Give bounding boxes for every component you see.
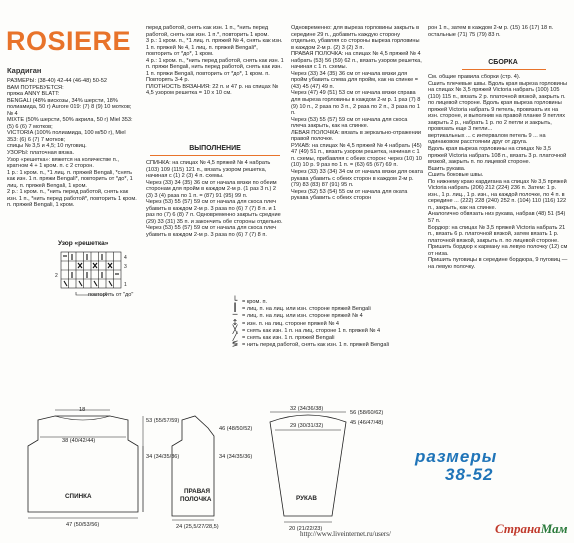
back-top-dim: 18: [79, 407, 86, 413]
front-height-dim: 34 (34/35/36): [219, 454, 253, 460]
chart-repeat-label: повторить от "до": [88, 292, 134, 298]
front-height-dim: 46 (48/50/52): [219, 426, 253, 432]
front-label: ПОЛОЧКА: [180, 496, 212, 503]
back-mid-dim: 38 (40/42/44): [62, 438, 96, 444]
front-bottom-dim: 24 (25,5/27/28,5): [176, 524, 219, 530]
column-4-text-top: рон 1 п., затем в каждом 2-м р. (15) 16 (17) 18 п. остальные (71) 75 (79) 83 п.: [428, 25, 554, 38]
column-2-text-2: СПИНКА: на спицах № 4,5 пряжей № 4 набрать (103) 109 (115) 121 п., вязать узором решетка, начиная с (1) 2 (3) 4 п. схемы. Через (33) 34 (35) 36 см от начала вязки по обеим сторонам для пройм в каждом 2-м р. (1 раз 3 п.) 2 (3) 3 (4) раза по 1 п. = (87) 91 (95) 99 п. Через (53) 55 (57) 59 см от начала для скоса плеч убавить в каждом 2-м р. 3 раза по (6) 7 (7) 8 п. и 1 раз по (7) 6 (8) 7 п. Одновременно закрыть средние (29) 33 (31) 35 п. и закончить обе стороны отдельно. Через (53) 55 (57) 59 см от начала для скоса плеч убавить в каждом 2-м р. 3 раза по (6) 7 (7) 8 п.: [146, 160, 283, 239]
sleeve-height-dim: 45 (46/47/48): [350, 420, 384, 426]
legend-item: ╳ = снять как изн. 1 п. на лиц. стороне 1 п. пряжей № 4: [228, 327, 428, 334]
section-divider: [150, 155, 280, 156]
knit-bengali-icon: ┃: [232, 303, 238, 313]
edge-stitch-icon: └: [232, 296, 238, 305]
sleeve-top-dim: 32 (34/36/38): [290, 406, 324, 412]
slip-purlwise-icon: ╳: [232, 324, 238, 334]
pattern-title: ROSIERE: [6, 26, 132, 56]
legend-item: └ = кром. п.: [228, 298, 428, 305]
site-watermark: СтранаМам: [495, 521, 568, 536]
legend-item: ╱ = снять как изн. 1 п. пряжей Bengali: [228, 334, 428, 341]
chart-title: Узор «решетка»: [58, 240, 109, 247]
knit-no4-icon: ─: [232, 310, 238, 320]
sleeve-mid-dim: 29 (30/31/32): [290, 423, 324, 429]
row-number: 3: [124, 264, 127, 270]
slip-bengali-icon: ╱: [232, 332, 238, 342]
section-divider: [462, 69, 546, 70]
legend-item: ┃ = лиц. п. на лиц. или изн. стороне пряжей Bengali: [228, 305, 428, 312]
sleeve-bottom-dim: 20 (21/22/23): [289, 526, 323, 532]
legend-item: ≶ = нить перед работой, снять как изн. 1 п. пряжей Bengali: [228, 341, 428, 348]
column-1-text: РАЗМЕРЫ: (38-40) 42-44 (46-48) 50-52 ВАМ ПОТРЕБУЕТСЯ: пряжа ANNY BLATT: BENGALI (48% вискозы, 34% шерсти, 18% полиамида, 50 г) Aurore 019: (7) 8 (9) 10 мотков; № 4 MIXTE (50% шерсти, 50% акрила, 50 г) Miel 353: (5) 6 (6) 7 мотков; VICTORIA (100% полиамида, 100 м/50 г), Miel 353: (6) 6 (7) 7 мотков; спицы № 3,5 и 4,5; 10 пуговиц. УЗОРЫ: платочная вязка. Узор «решетка»: вяжется на количестве п., кратном 4 + 1 кром. п. с 2 сторон. 1 р.: 1 кром. п., *1 лиц. п. пряжей Bengali, *снять как изн. 1 п. пряжи Bengali*, повторить от *до*, 1 лиц. п. пряжей Bengali, 1 кром. 2 р.: 1 кром. п., *нить перед работой, снять как изн. 1 п., *нить перед работой*, повторить 1 кром. п. пряжей Bengali, 1 кром.: [7, 78, 137, 209]
back-bottom-dim: 47 (50/53/56): [66, 522, 100, 528]
back-schematic: [28, 410, 143, 518]
back-height-dim: 34 (34/35/36): [146, 454, 180, 460]
front-label: ПРАВАЯ: [184, 488, 211, 495]
yarn-forward-icon: ≶: [231, 339, 239, 349]
section-title-assembly: СБОРКА: [488, 59, 518, 66]
sleeve-height-dim: 56 (58/60/62): [350, 410, 384, 416]
garment-schematics: [0, 400, 430, 532]
row-number: 1: [124, 282, 127, 288]
source-url[interactable]: http://www.liveinternet.ru/users/: [300, 530, 391, 538]
sizes-banner: размеры: [415, 447, 498, 466]
back-label: СПИНКА: [65, 493, 92, 500]
column-2-text: перед работой, снять как изн. 1 п., *нить перед работой, снять как изн. 1 п.*, повторить 1 кром. 3 р.: 1 кром. п., *1 лиц. п. пряжей № 4, снять как изн. 1 п. пряжей № 4, 1 лиц. п. пряжей Bengali*, повторить от *до*, 1 кром. 4 р.: 1 кром. п., *нить перед работой, снять как изн. 1 п. пряжи Bengali, нить перед работой, снять как изн. 1 п. пряжи Bengali, повторить от *до*, 1 кром. п. Повторять 3-4 р. ПЛОТНОСТЬ ВЯЗАНИЯ: 22 п. и 47 р. на спицах № 4,5 узором решетка = 10 x 10 см.: [146, 25, 284, 97]
row-number: 4: [124, 255, 127, 261]
legend-item: ↕ = изн. п. на лиц. стороне пряжей № 4: [228, 320, 428, 327]
pattern-subtitle: Кардиган: [7, 66, 42, 75]
purl-no4-icon: ↕: [231, 317, 239, 327]
back-height-dim: 53 (55/57/59): [146, 418, 180, 424]
legend-item: ─ = лиц. п. на лиц. или изн. стороне пряжей № 4: [228, 312, 428, 319]
symbol-legend: [228, 298, 428, 348]
column-3-text: Одновременно: для выреза горловины закрыть в середине 29 п., добавить каждую сторону отдельно, убавляя со стороны выреза горловины в каждом 2-м р. (2) 3 (2) 3 п. ПРАВАЯ ПОЛОЧКА: на спицах № 4,5 пряжей № 4 набрать (53) 56 (59) 62 п., вязать узором решетка, начиная с 1 п. схемы. Через (33) 34 (35) 36 см от начала вязки для пройм убавить слева для пройм, как на спинке = (43) 45 (47) 49 п. Через (47) 49 (51) 53 см от начала вязки справа для выреза горловины в каждом 2-м р. 1 раз (7) 8 (9) 10 п., 2 раза по 3 п., 2 раза по 2 п., 3 раза по 1 п. Через (53) 55 (57) 59 см от начала для скоса плеча закрыть, как на спинке. ЛЕВАЯ ПОЛОЧКА: вязать в зеркально-отражении правой полочке. РУКАВ: на спицах № 4,5 пряжей № 4 набрать (45) 47 (49) 51 п., вязать узором решетка, начиная с 1 п. схемы, прибавляя с обеих сторон: через (10) 10 (10) 10 р. 9 раз по 1 п. = (63) 65 (67) 69 п. Через (33) 33 (34) 34 см от начала вязки для оката рукава убавить с обеих сторон в каждом 2-м р. (79) 83 (83) 87 (91) 95 п. Через (52) 53 (54) 55 см от начала для оката рукава убавить с обеих сторон: [291, 25, 423, 202]
sizes-banner-range: 38-52: [445, 465, 494, 484]
sleeve-label: РУКАВ: [296, 495, 317, 502]
front-schematic: [172, 416, 214, 520]
column-4-text: См. общие правила сборки (стр. 4). Сшить плечевые швы. Вдоль края выреза горловины на спицах № 3,5 пряжей Victoria набрать (100) 105 (110) 115 п., вязать 2 р. платочной вязкой, закрыть п. по лицевой стороне. Вдоль края выреза горловины пряжей Victoria набрать 9 петель, провязать их на изн. стороне, и выполнив на правой планке 9 петлях закрыть 2 р., набрать 1 р. по 2 петли и закрыть, провязать еще 3 петли... вертикальных ... с интервалом петель 9 ... на одинаковом расстоянии друг от друга. Вдоль края выреза горловины на спицах № 3,5 пряжей Victoria набрать 108 п., вязать 3 р. платочной вязкой, закрыть п. по лицевой стороне. Вшить рукава. Сшить боковые швы. По нижнему краю кардигана на спицах № 3,5 пряжей Victoria набрать (206) 212 (224) 236 п. Затем: 1 р. изн., 1 р. лиц., 1 р. изн., на каждой полочке, по 4 п. в середине ... (222) 228 (240) 252 п. (104) 110 (116) 122 п., закрыть, как на спинке. Аналогично обвязать низ рукава, набрав (48) 51 (54) 57 п. Бордюр: на спицах № 3,5 пряжей Victoria набрать 21 п., вязать 6 р. платочной вязкой, затем вязать 1 р. платочной вязкой, закрыть п. по лицевой стороне. Пришить бордюр к карману на левую полочку (12) см от низа. Пришить пуговицы в середине бордюра, 9 пуговиц — на левую полочку.: [428, 74, 568, 270]
row-number: 2: [55, 273, 58, 279]
section-title-execution: ВЫПОЛНЕНИЕ: [189, 145, 241, 152]
